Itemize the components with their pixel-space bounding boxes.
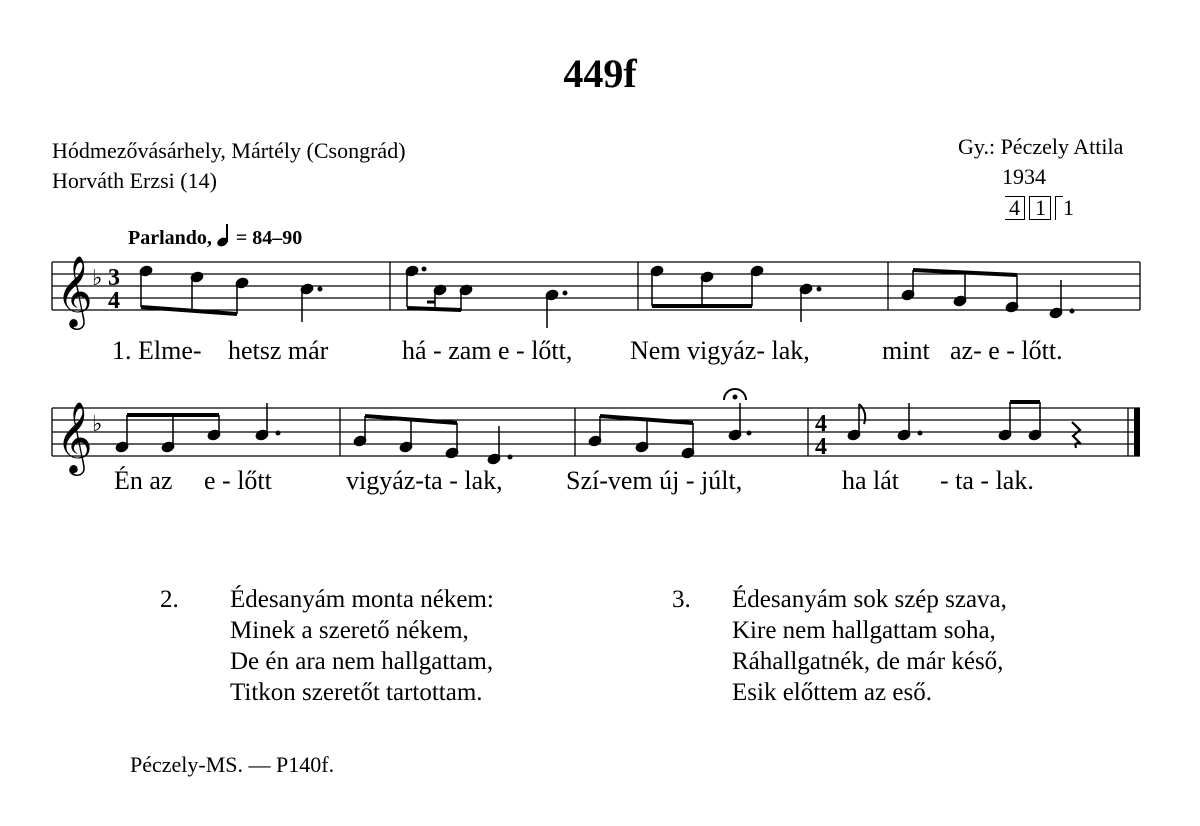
location-text: Hódmezővásárhely, Mártély (Csongrád) <box>52 138 406 163</box>
class-digit-1: 4 <box>1009 195 1020 220</box>
final-barline <box>1134 408 1140 456</box>
tempo-word: Parlando, <box>128 227 212 249</box>
lyric-syllable: az- e - lőtt. <box>950 336 1063 365</box>
class-digit-2: 1 <box>1035 195 1046 220</box>
collector-text: Gy.: Péczely Attila <box>958 134 1124 159</box>
lyric-syllable: Én az <box>114 466 173 495</box>
stanza-3 <box>672 584 1092 714</box>
lyric-syllable: - ta - lak. <box>940 466 1034 495</box>
stanza-number: 3. <box>672 586 691 613</box>
tempo-value: = 84–90 <box>235 227 303 249</box>
stanza-2 <box>160 584 580 714</box>
source-reference: Péczely-MS. — P140f. <box>130 752 335 777</box>
stanza-line: Minek a szerető nékem, <box>230 617 469 644</box>
lyric-syllable: Szí-vem új - júlt, <box>566 466 743 495</box>
lyric-syllable: vigyáz-ta - lak, <box>346 466 503 495</box>
time-sig-den: 4 <box>815 434 827 460</box>
flat-icon: ♭ <box>92 412 103 437</box>
class-digit-3: 1 <box>1063 195 1074 220</box>
lyric-syllable: hetsz már <box>228 336 329 365</box>
stanza-line: De én ara nem hallgattam, <box>230 648 494 675</box>
lyric-syllable: mint <box>882 336 930 365</box>
year-text: 1934 <box>1002 164 1046 189</box>
lyric-syllable: e - lőtt <box>204 466 272 495</box>
flat-icon: ♭ <box>92 266 103 291</box>
stanza-line: Ráhallgatnék, de már késő, <box>732 648 1004 675</box>
stanza-line: Édesanyám monta nékem: <box>230 586 494 613</box>
treble-clef-icon: 𝄞 <box>56 400 93 473</box>
lyric-syllable: 1. Elme- <box>112 336 202 365</box>
time-sig-den: 4 <box>108 288 120 314</box>
stanza-number: 2. <box>160 586 179 613</box>
page-title: 449f <box>563 51 637 96</box>
notes-line-2 <box>115 389 1081 465</box>
treble-clef-icon: 𝄞 <box>56 254 93 327</box>
time-sig-num: 3 <box>108 265 120 291</box>
stanza-line: Esik előttem az eső. <box>732 679 932 706</box>
stanza-line: Kire nem hallgattam soha, <box>732 617 996 644</box>
lyric-syllable: ha lát <box>842 466 900 495</box>
time-sig-num: 4 <box>815 411 827 437</box>
staff-line-1 <box>52 262 1140 310</box>
stanza-line: Édesanyám sok szép szava, <box>732 586 1007 613</box>
stanza-line: Titkon szeretőt tartottam. <box>230 679 483 706</box>
singer-text: Horváth Erzsi (14) <box>52 168 217 193</box>
lyric-syllable: Nem vigyáz- lak, <box>630 336 810 365</box>
lyric-syllable: há - zam e - lőtt, <box>402 336 573 365</box>
